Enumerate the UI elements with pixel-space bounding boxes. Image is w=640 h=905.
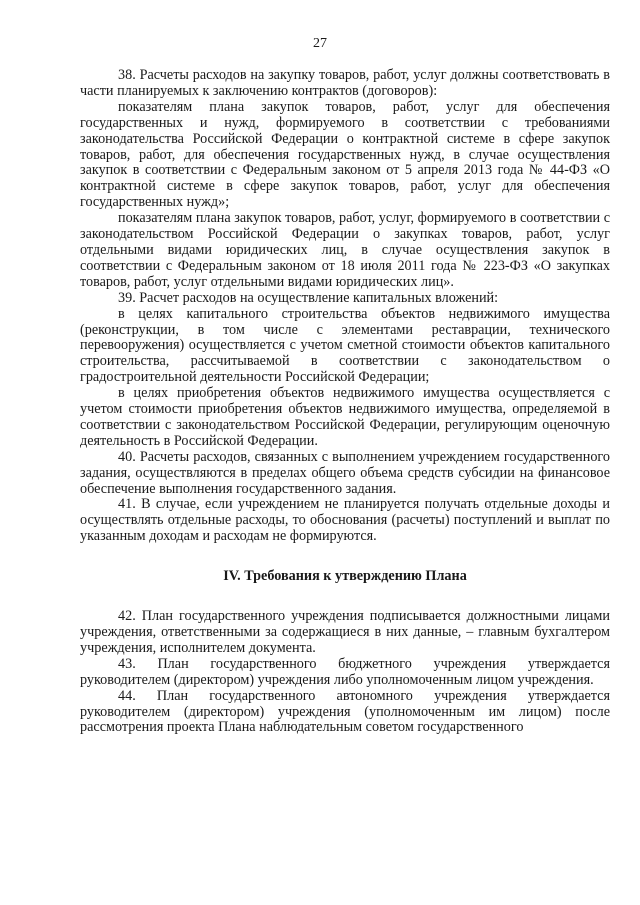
paragraph-39-item-1: в целях капитального строительства объектов недвижимого имущества (реконструкции, в том числе с элементами реставрации, технического перевооружения) осуществляется с учетом сметной стоимости объектов капитального строительства, рассчитываемой в соответствии с законодательством о градостроительной деятельности Российской Федерации; <box>80 305 610 386</box>
paragraph-42: 42. План государственного учреждения подписывается должностными лицами учреждения, ответственными за содержащиеся в них данные, – главным бухгалтером учреждения, исполнителем документа. <box>80 608 610 656</box>
paragraph-39: 39. Расчет расходов на осуществление капитальных вложений: <box>118 289 499 306</box>
paragraph-38: 38. Расчеты расходов на закупку товаров, работ, услуг должны соответствовать в части планируемых к заключению контрактов (договоров): <box>80 67 610 99</box>
paragraph-44: 44. План государственного автономного учреждения утверждается руководителем (директором) учреждения (уполномоченным им лицом) после рассмотрения проекта Плана наблюдательным советом государственного <box>80 687 610 736</box>
paragraph-41: 41. В случае, если учреждением не планируется получать отдельные доходы и осуществлять отдельные расходы, то обоснования (расчеты) поступлений и выплат по указанным доходам и расходам не формируются. <box>80 496 610 545</box>
document-body <box>80 68 610 736</box>
section-heading: IV. Требования к утверждению Плана <box>223 568 467 585</box>
page-number: 27 <box>313 36 327 51</box>
paragraph-43: 43. План государственного бюджетного учреждения утверждается руководителем (директором) учреждения либо уполномоченным лицом учреждения. <box>80 655 610 688</box>
paragraph-40: 40. Расчеты расходов, связанных с выполнением учреждением государственного задания, осуществляются в пределах общего объема средств субсидии на финансовое обеспечение выполнения государственного задания. <box>80 448 610 497</box>
paragraph-38-item-2: показателям плана закупок товаров, работ, услуг, формируемого в соответствии с законодательством Российской Федерации о закупках товаров, работ, услуг отдельными видами юридических лиц, в случае осуществления закупок в соответствии с Федеральным законом от 18 июля 2011 года № 223-ФЗ «О закупках товаров, работ, услуг отдельными видами юридических лиц». <box>80 210 610 290</box>
paragraph-39-item-2: в целях приобретения объектов недвижимого имущества осуществляется с учетом стоимости приобретения объектов недвижимого имущества, определяемой в соответствии с законодательством Российской Федерации, регулирующим оценочную деятельность в Российской Федерации. <box>80 385 610 449</box>
paragraph-38-item-1: показателям плана закупок товаров, работ, услуг для обеспечения государственных и нужд, формируемого в соответствии с требованиями законодательства Российской Федерации о контрактной системе в сфере закупок товаров, работ, для обеспечения государственных нужд, в случае осуществления закупок в соответствии с Федеральным законом от 5 апреля 2013 года № 44-ФЗ «О контрактной системе в сфере закупок товаров, работ, услуг для обеспечения государственных нужд»; <box>80 98 610 211</box>
